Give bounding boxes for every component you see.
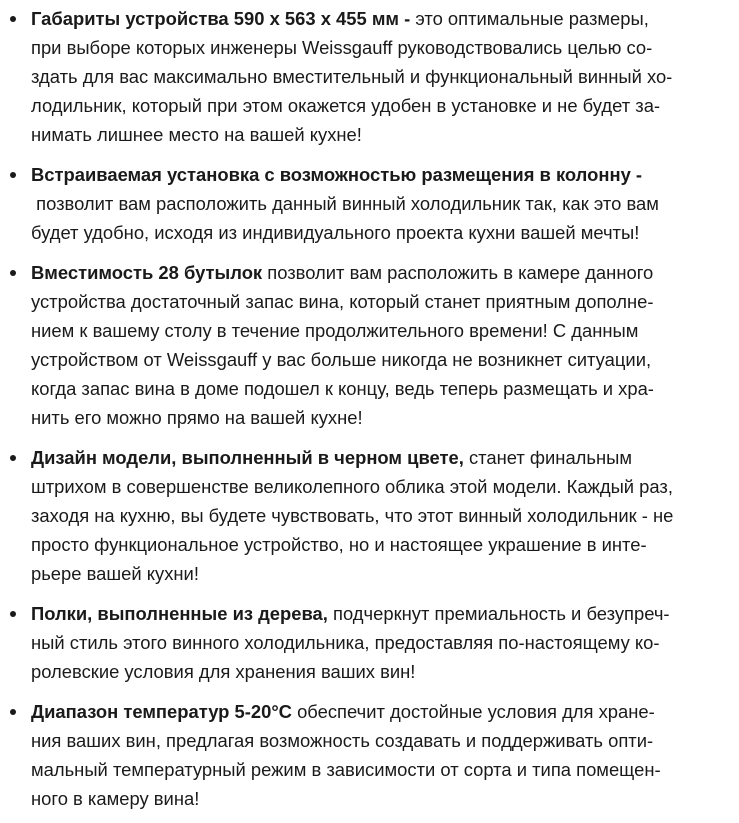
text-line: Габариты устройства 590 х 563 х 455 мм - это оптимальные размеры,: [31, 8, 649, 29]
text-line: здать для вас максимально вместительный и функциональный винный хо-: [31, 66, 673, 87]
text-line: мальный температурный режим в зависимости от сорта и типа помещен-: [31, 759, 661, 780]
text-line: заходя на кухню, вы будете чувствовать, что этот винный холодильник - не: [31, 505, 674, 526]
feature-item-dimensions: [0, 4, 739, 149]
text-line: лодильник, который при этом окажется удобен в установке и не будет за-: [31, 95, 661, 116]
feature-lead: Встраиваемая установка с возможностью размещения в колонну -: [31, 164, 643, 185]
text-line: ного в камеру вина!: [31, 788, 200, 809]
text-line: Диапазон температур 5-20°С обеспечит достойные условия для хране-: [31, 701, 655, 722]
text-line: ролевские условия для хранения ваших вин!: [31, 661, 416, 682]
text-line: будет удобно, исходя из индивидуального проекта кухни вашей мечты!: [31, 222, 640, 243]
feature-lead: Вместимость 28 бутылок: [31, 262, 263, 283]
feature-list: [0, 4, 739, 813]
text-line: нить его можно прямо на вашей кухне!: [31, 407, 363, 428]
feature-item-capacity: [0, 258, 739, 432]
bullet-icon: [10, 709, 16, 715]
feature-item-shelves: [0, 599, 739, 686]
feature-item-installation: [0, 160, 739, 247]
feature-item-temperature: [0, 697, 739, 813]
text-line: нием к вашему столу в течение продолжительного времени! С данным: [31, 320, 639, 341]
text-line: Вместимость 28 бутылок позволит вам расположить в камере данного: [31, 262, 654, 283]
bullet-icon: [10, 172, 16, 178]
bullet-icon: [10, 16, 16, 22]
text-line: устройством от Weissgauff у вас больше никогда не возникнет ситуации,: [31, 349, 652, 370]
text-line: ния ваших вин, предлагая возможность создавать и поддерживать опти-: [31, 730, 654, 751]
text-line: штрихом в совершенстве великолепного облика этой модели. Каждый раз,: [31, 476, 673, 497]
text-line: [31, 160, 733, 189]
bullet-icon: [10, 455, 16, 461]
text-line: Дизайн модели, выполненный в черном цвете, станет финальным: [31, 447, 633, 468]
text-line: при выборе которых инженеры Weissgauff руководствовались целью со-: [31, 37, 653, 58]
feature-lead: Полки, выполненные из дерева,: [31, 603, 328, 624]
bullet-icon: [10, 611, 16, 617]
text-line: когда запас вина в доме подошел к концу, ведь теперь размещать и хра-: [31, 378, 654, 399]
text-line: Полки, выполненные из дерева, подчеркнут премиальность и безупреч-: [31, 603, 670, 624]
feature-lead: Дизайн модели, выполненный в черном цвете,: [31, 447, 464, 468]
text-line: устройства достаточный запас вина, который станет приятным дополне-: [31, 291, 654, 312]
text-line: ный стиль этого винного холодильника, предоставляя по-настоящему ко-: [31, 632, 660, 653]
text-line: нимать лишнее место на вашей кухне!: [31, 124, 362, 145]
text-line: просто функциональное устройство, но и настоящее украшение в инте-: [31, 534, 647, 555]
text-line: позволит вам расположить данный винный холодильник так, как это вам: [31, 193, 659, 214]
feature-lead: Габариты устройства 590 х 563 х 455 мм -: [31, 8, 411, 29]
text-line: рьере вашей кухни!: [31, 563, 199, 584]
bullet-icon: [10, 270, 16, 276]
feature-item-design: [0, 443, 739, 588]
feature-lead: Диапазон температур 5-20°С: [31, 701, 292, 722]
